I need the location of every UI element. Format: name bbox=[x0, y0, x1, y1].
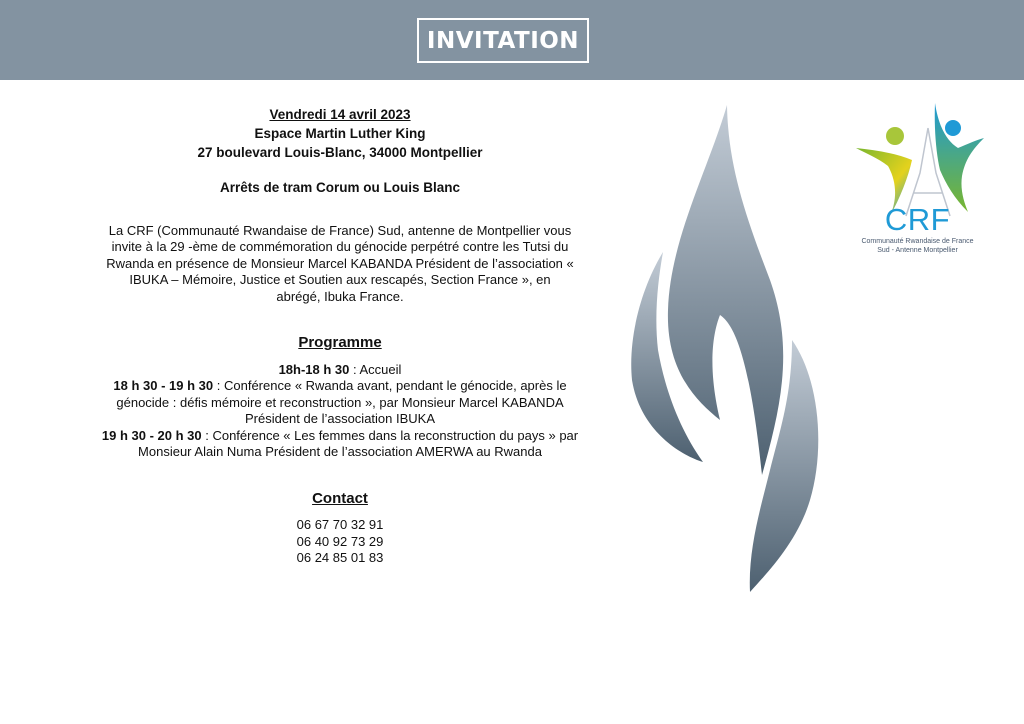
programme-text: : Accueil bbox=[349, 361, 402, 377]
crf-logo-subtitle bbox=[850, 237, 985, 255]
invitation-title-box bbox=[417, 18, 589, 63]
figure-body-right bbox=[935, 103, 984, 212]
programme-item bbox=[100, 362, 580, 379]
crf-logo-text: CRF bbox=[884, 202, 951, 237]
crf-logo-subtitle-line: Communauté Rwandaise de France bbox=[861, 238, 974, 245]
event-details bbox=[100, 105, 580, 162]
contact-title: Contact bbox=[312, 489, 368, 507]
event-address: 27 boulevard Louis-Blanc, 34000 Montpellier bbox=[197, 145, 483, 160]
programme-text: : Conférence « Les femmes dans la reconstruction du pays » par Monsieur Alain Numa Président de l’association AMERWA au Rwanda bbox=[138, 427, 579, 459]
header-banner bbox=[0, 0, 1024, 80]
contact-phone: 06 24 85 01 83 bbox=[296, 550, 384, 565]
flame-center-shape bbox=[668, 105, 783, 475]
programme-time: 18h-18 h 30 bbox=[278, 361, 350, 377]
crf-logo-subtitle-line: Sud - Antenne Montpellier bbox=[877, 247, 958, 254]
invitation-title: INVITATION bbox=[426, 27, 580, 54]
programme-time: 18 h 30 - 19 h 30 bbox=[113, 378, 214, 393]
programme-item bbox=[100, 378, 580, 428]
programme-title: Programme bbox=[298, 334, 382, 351]
tram-info: Arrêts de tram Corum ou Louis Blanc bbox=[219, 180, 461, 195]
figure-head-left bbox=[886, 127, 904, 145]
event-date: Vendredi 14 avril 2023 bbox=[269, 107, 411, 122]
figure-head-right bbox=[945, 120, 961, 136]
intro-paragraph: La CRF (Communauté Rwandaise de France) Sud, antenne de Montpellier vous invite à la 29 -ème de commémoration du génocide perpétré contre les Tutsi du Rwanda en présence de Monsieur Marcel KABANDA Président de l’association « IBUKA – Mémoire, Justice et Soutien aux rescapés, Section France », en abrégé, Ibuka France. bbox=[106, 222, 574, 304]
invitation-content bbox=[100, 105, 580, 567]
contact-phone: 06 40 92 73 29 bbox=[296, 533, 384, 549]
event-venue: Espace Martin Luther King bbox=[254, 126, 426, 141]
programme-time: 19 h 30 - 20 h 30 bbox=[101, 427, 202, 443]
contact-phone: 06 67 70 32 91 bbox=[296, 517, 384, 532]
crf-logo bbox=[850, 98, 990, 263]
flame-illustration bbox=[620, 100, 840, 600]
programme-text: : Conférence « Rwanda avant, pendant le génocide, après le génocide : défis mémoire et reconstruction », par Monsieur Marcel KABANDA Président de l’association IBUKA bbox=[116, 378, 567, 426]
programme-item bbox=[100, 428, 580, 461]
